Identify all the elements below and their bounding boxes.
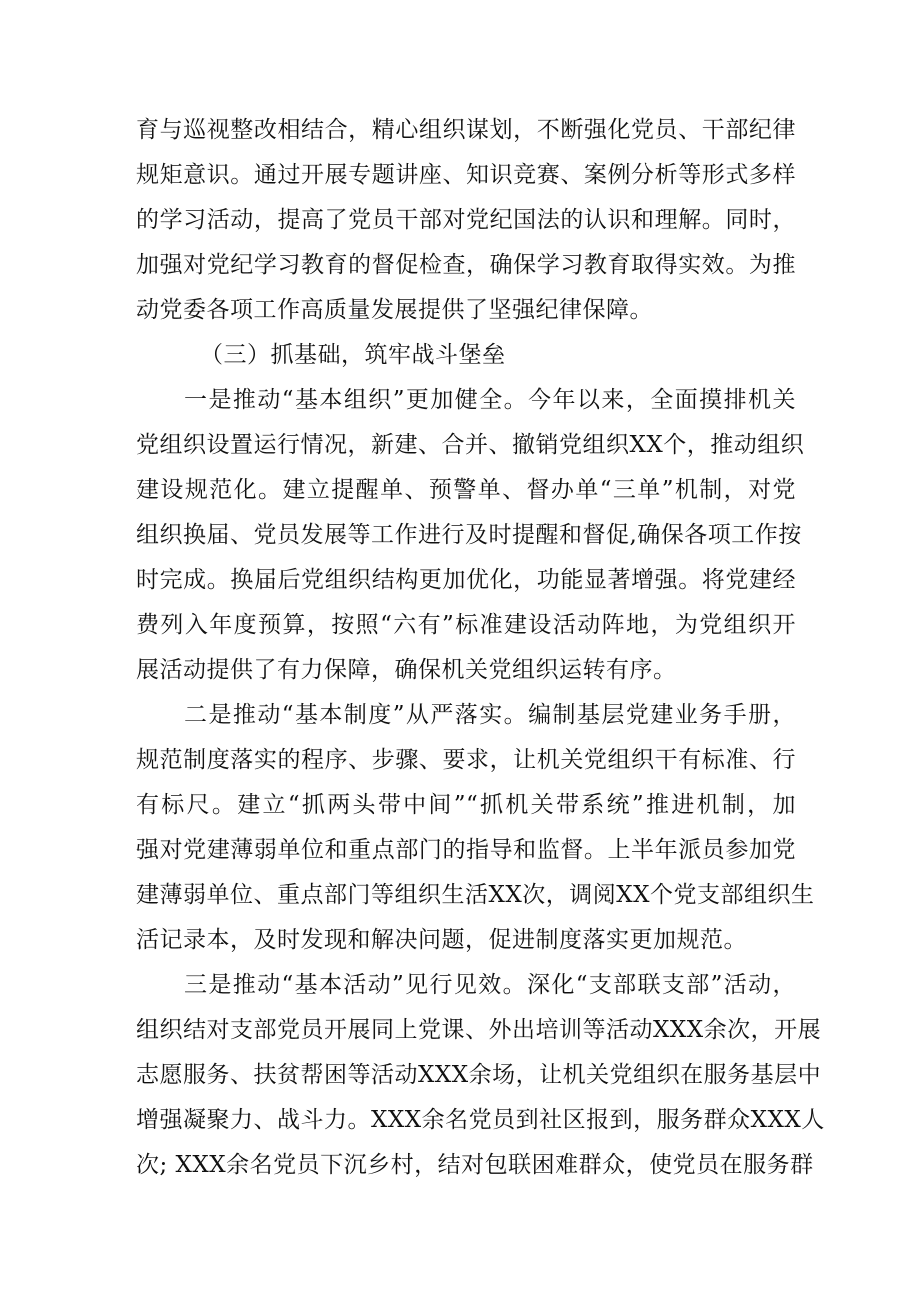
section-heading: （三）抓基础，筑牢战斗堡垒 bbox=[200, 342, 506, 368]
body-text-line: 建设规范化。建立提醒单、预警单、督办单“三单”机制，对党 bbox=[136, 477, 796, 503]
body-text-line: 组织结对支部党员开展同上党课、外出培训等活动XXX余次，开展 bbox=[136, 1017, 822, 1043]
body-text-line: 党组织设置运行情况，新建、合并、撤销党组织XX个，推动组织 bbox=[136, 432, 805, 458]
body-text-line: 次; XXX余名党员下沉乡村，结对包联困难群众，使党员在服务群 bbox=[136, 1152, 814, 1178]
body-text-line: 组织换届、党员发展等工作进行及时提醒和督促,确保各项工作按 bbox=[136, 522, 802, 548]
body-text-line: 时完成。换届后党组织结构更加优化，功能显著增强。将党建经 bbox=[136, 567, 796, 593]
body-text-line: 三是推动“基本活动”见行见效。深化“支部联支部”活动， bbox=[184, 972, 796, 998]
body-text-line: 育与巡视整改相结合，精心组织谋划，不断强化党员、干部纪律 bbox=[136, 117, 796, 143]
body-text-line: 二是推动“基本制度”从严落实。编制基层党建业务手册， bbox=[184, 702, 796, 728]
body-text-line: 活记录本，及时发现和解决问题，促进制度落实更加规范。 bbox=[136, 927, 747, 953]
body-text-line: 费列入年度预算，按照“六有”标准建设活动阵地，为党组织开 bbox=[136, 612, 796, 638]
body-text-line: 规矩意识。通过开展专题讲座、知识竞赛、案例分析等形式多样 bbox=[136, 162, 796, 188]
body-text-line: 强对党建薄弱单位和重点部门的指导和监督。上半年派员参加党 bbox=[136, 837, 796, 863]
body-text-line: 规范制度落实的程序、步骤、要求，让机关党组织干有标准、行 bbox=[136, 747, 796, 773]
body-text-line: 一是推动“基本组织”更加健全。今年以来，全面摸排机关 bbox=[184, 387, 796, 413]
body-text-line: 动党委各项工作高质量发展提供了坚强纪律保障。 bbox=[136, 297, 653, 323]
body-text-line: 志愿服务、扶贫帮困等活动XXX余场，让机关党组织在服务基层中 bbox=[136, 1062, 822, 1088]
body-text-line: 展活动提供了有力保障，确保机关党组织运转有序。 bbox=[136, 657, 677, 683]
body-text-line: 增强凝聚力、战斗力。XXX余名党员到社区报到，服务群众XXX人 bbox=[136, 1107, 825, 1133]
body-text-line: 有标尺。建立“抓两头带中间”“抓机关带系统”推进机制，加 bbox=[136, 792, 796, 818]
body-text-line: 加强对党纪学习教育的督促检查，确保学习教育取得实效。为推 bbox=[136, 252, 796, 278]
body-text-line: 建薄弱单位、重点部门等组织生活XX次，调阅XX个党支部组织生 bbox=[136, 882, 815, 908]
body-text-line: 的学习活动，提高了党员干部对党纪国法的认识和理解。同时， bbox=[136, 207, 796, 233]
